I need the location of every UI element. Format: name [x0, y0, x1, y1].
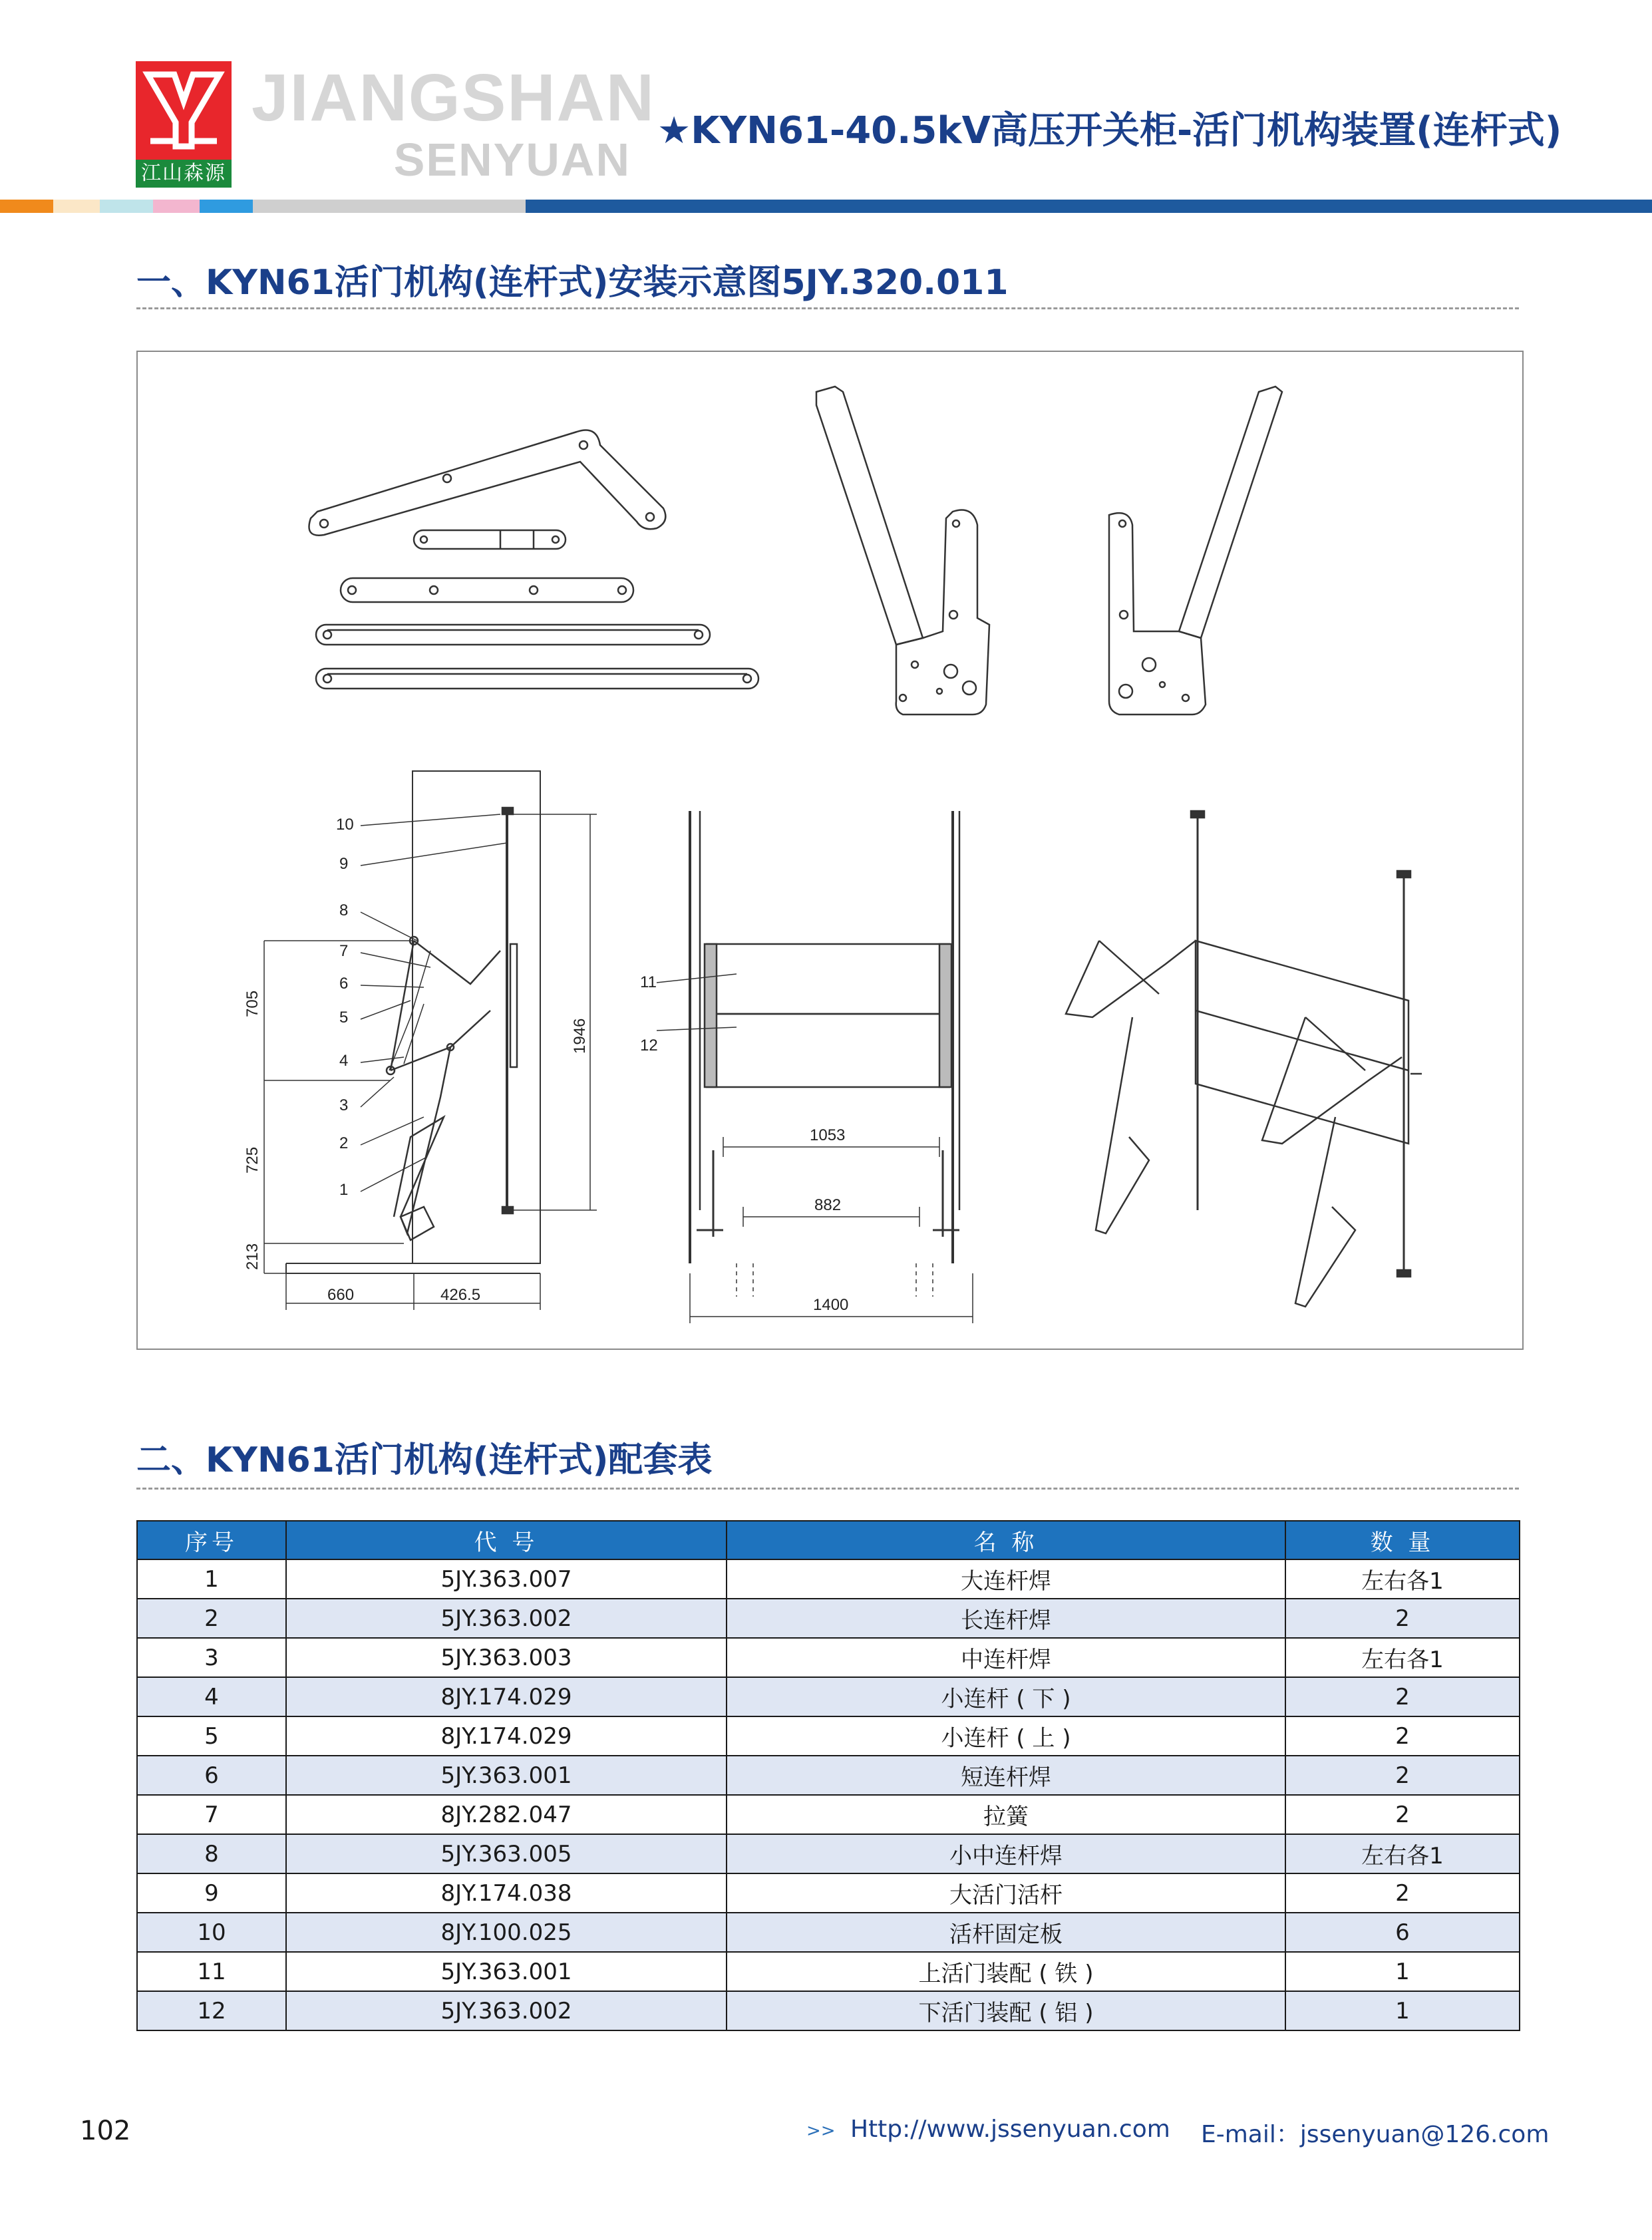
part-label-4: 4	[339, 1052, 349, 1070]
table-row	[137, 1834, 1520, 1873]
page-title: ★KYN61-40.5kV高压开关柜-活门机构装置(连杆式)	[657, 109, 1562, 152]
cell-name: 大活门活杆	[727, 1873, 1285, 1913]
footer-email[interactable]: E-mail：jssenyuan@126.com	[1201, 2121, 1550, 2148]
part-label-8: 8	[339, 901, 349, 919]
cell-code: 5JY.363.002	[286, 1991, 727, 2030]
cell-quantity: 左右各1	[1285, 1559, 1520, 1599]
dim-725: 725	[244, 1146, 261, 1174]
cell-quantity: 2	[1285, 1756, 1520, 1795]
stripe-gray	[253, 200, 526, 213]
installation-drawing	[136, 351, 1524, 1350]
cell-serial: 8	[137, 1834, 286, 1873]
brand-sub: SENYUAN	[393, 134, 631, 186]
dim-1946: 1946	[571, 1018, 589, 1054]
part-label-12: 12	[640, 1037, 658, 1054]
part-label-6: 6	[339, 975, 349, 993]
table-row	[137, 1599, 1520, 1638]
cell-code: 8JY.174.029	[286, 1716, 727, 1756]
cell-name: 长连杆焊	[727, 1599, 1285, 1638]
part-label-1: 1	[339, 1181, 349, 1199]
cell-serial: 12	[137, 1991, 286, 2030]
company-logo	[136, 61, 232, 188]
cell-name: 小连杆 ( 下 )	[727, 1677, 1285, 1716]
cell-quantity: 2	[1285, 1873, 1520, 1913]
cell-code: 5JY.363.001	[286, 1952, 727, 1991]
cell-serial: 10	[137, 1913, 286, 1952]
page-number: 102	[80, 2116, 131, 2146]
cell-code: 8JY.282.047	[286, 1795, 727, 1834]
table-row	[137, 1756, 1520, 1795]
header-quantity: 数 量	[1285, 1521, 1520, 1559]
cell-code: 5JY.363.007	[286, 1559, 727, 1599]
dim-882: 882	[814, 1196, 842, 1214]
header-name: 名 称	[727, 1521, 1285, 1559]
cell-code: 5JY.363.003	[286, 1638, 727, 1677]
cell-quantity: 2	[1285, 1599, 1520, 1638]
section2-title: 二、KYN61活门机构(连杆式)配套表	[136, 1440, 713, 1480]
table-row	[137, 1795, 1520, 1834]
dim-426: 426.5	[440, 1286, 481, 1304]
cell-name: 活杆固定板	[727, 1913, 1285, 1952]
side-view	[264, 771, 597, 1310]
part-label-3: 3	[339, 1096, 349, 1114]
header-code: 代 号	[286, 1521, 727, 1559]
shutter-arms	[816, 387, 1282, 715]
footer-arrow-icon: >>	[806, 2121, 836, 2141]
cell-serial: 5	[137, 1716, 286, 1756]
cell-code: 8JY.174.038	[286, 1873, 727, 1913]
cell-name: 上活门装配 ( 铁 )	[727, 1952, 1285, 1991]
section2-divider	[136, 1488, 1519, 1490]
header-serial: 序号	[137, 1521, 286, 1559]
table-row	[137, 1873, 1520, 1913]
cell-code: 5JY.363.005	[286, 1834, 727, 1873]
parts-table	[136, 1520, 1520, 2031]
logo-text: 江山森源	[136, 160, 232, 188]
cell-serial: 1	[137, 1559, 286, 1599]
brand-main: JIANGSHAN	[251, 61, 655, 135]
cell-serial: 2	[137, 1599, 286, 1638]
section1-divider	[136, 307, 1519, 309]
cell-name: 下活门装配 ( 铝 )	[727, 1991, 1285, 2030]
cell-name: 小连杆 ( 上 )	[727, 1716, 1285, 1756]
isometric-view	[1066, 811, 1422, 1307]
part-label-5: 5	[339, 1009, 349, 1027]
section1-title: 一、KYN61活门机构(连杆式)安装示意图5JY.320.011	[136, 263, 1009, 303]
footer-website-link[interactable]: Http://www.jssenyuan.com	[850, 2116, 1170, 2143]
stripe-orange	[0, 200, 53, 213]
dim-1400: 1400	[813, 1296, 849, 1314]
brand-wordmark	[251, 61, 655, 188]
cell-serial: 4	[137, 1677, 286, 1716]
cell-name: 大连杆焊	[727, 1559, 1285, 1599]
cell-quantity: 6	[1285, 1913, 1520, 1952]
part-label-7: 7	[339, 942, 349, 960]
table-row	[137, 1991, 1520, 2030]
cell-name: 拉簧	[727, 1795, 1285, 1834]
stripe-cyan	[100, 200, 153, 213]
cell-quantity: 2	[1285, 1677, 1520, 1716]
logo-y-icon	[136, 61, 232, 160]
cell-quantity: 左右各1	[1285, 1638, 1520, 1677]
cell-code: 8JY.174.029	[286, 1677, 727, 1716]
part-label-2: 2	[339, 1134, 349, 1152]
dim-213: 213	[244, 1243, 261, 1270]
cell-code: 5JY.363.002	[286, 1599, 727, 1638]
cell-quantity: 2	[1285, 1795, 1520, 1834]
table-row	[137, 1913, 1520, 1952]
cell-serial: 6	[137, 1756, 286, 1795]
table-row	[137, 1559, 1520, 1599]
part-label-11: 11	[640, 973, 657, 991]
cell-quantity: 左右各1	[1285, 1834, 1520, 1873]
cell-serial: 3	[137, 1638, 286, 1677]
part-label-10: 10	[336, 816, 354, 834]
cell-serial: 11	[137, 1952, 286, 1991]
table-row	[137, 1638, 1520, 1677]
table-header-row	[137, 1521, 1520, 1559]
stripe-navy	[526, 200, 1652, 213]
logo-mark	[136, 61, 232, 160]
cell-serial: 7	[137, 1795, 286, 1834]
front-view	[657, 811, 973, 1323]
table-row	[137, 1952, 1520, 1991]
stripe-blue	[200, 200, 253, 213]
cell-code: 5JY.363.001	[286, 1756, 727, 1795]
table-row	[137, 1716, 1520, 1756]
dim-705: 705	[244, 990, 261, 1017]
cell-name: 中连杆焊	[727, 1638, 1285, 1677]
cell-serial: 9	[137, 1873, 286, 1913]
cell-quantity: 1	[1285, 1991, 1520, 2030]
dim-660: 660	[327, 1286, 355, 1304]
table-row	[137, 1677, 1520, 1716]
cell-quantity: 2	[1285, 1716, 1520, 1756]
cell-quantity: 1	[1285, 1952, 1520, 1991]
part-label-9: 9	[339, 855, 349, 873]
stripe-cream	[53, 200, 100, 213]
cell-name: 短连杆焊	[727, 1756, 1285, 1795]
dim-1053: 1053	[810, 1126, 846, 1144]
stripe-pink	[153, 200, 200, 213]
cell-code: 8JY.100.025	[286, 1913, 727, 1952]
link-parts	[309, 430, 759, 689]
cell-name: 小中连杆焊	[727, 1834, 1285, 1873]
